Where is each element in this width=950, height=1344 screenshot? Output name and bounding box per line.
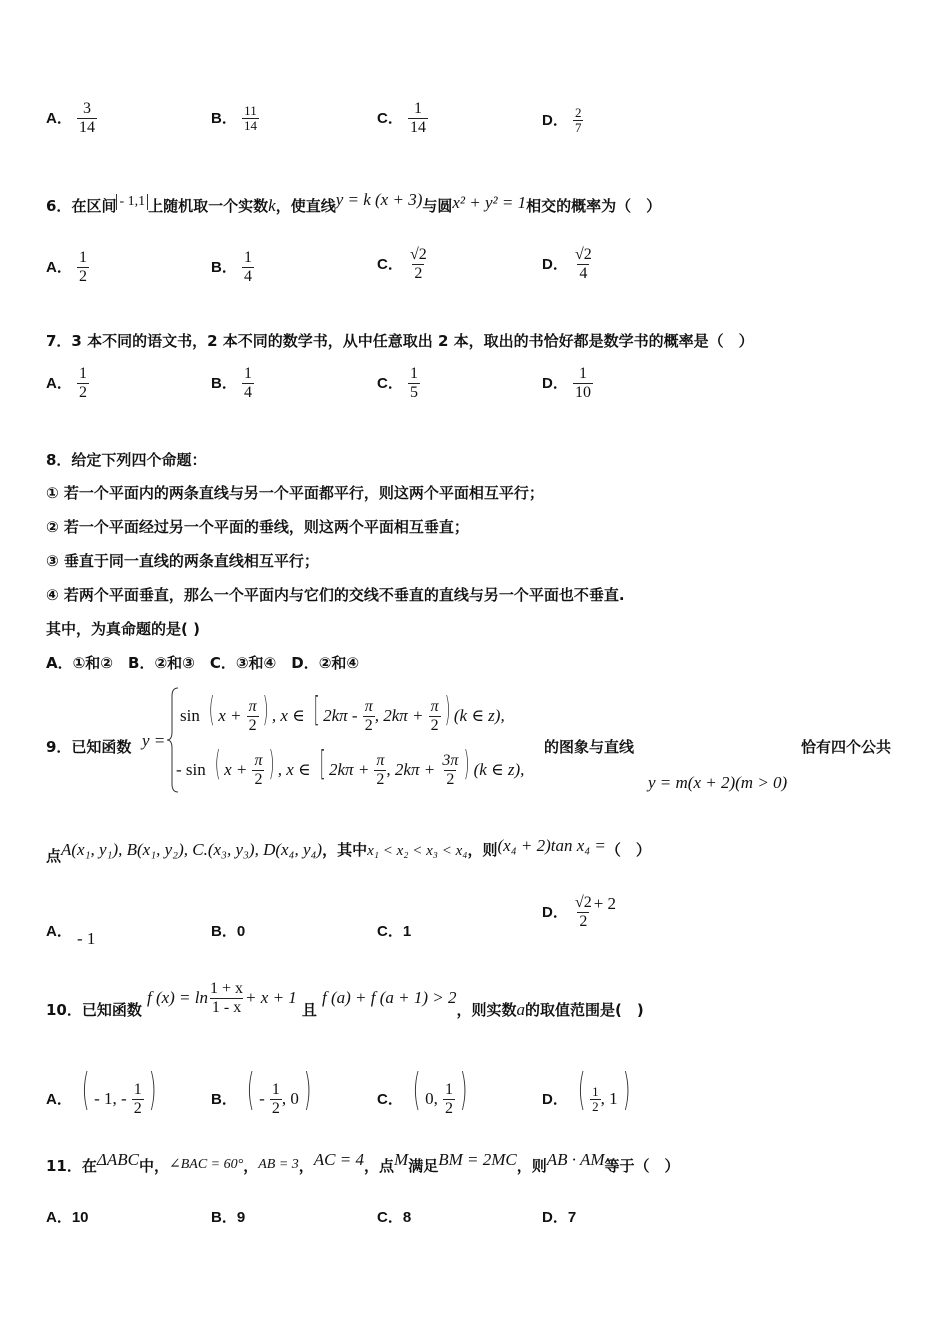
q11-option-d[interactable]: D．7 (542, 1209, 577, 1226)
q11-stem: 11．在ΔABC中，∠BAC = 60°，AB = 3，AC = 4，点M满足BM = 2MC，则AB · AM等于（ ） (46, 1150, 680, 1175)
q8-proposition-3: ③ 垂直于同一直线的两条直线相互平行； (46, 552, 319, 570)
q11-option-c[interactable]: C．8 (377, 1209, 412, 1226)
q9-option-b[interactable]: B．0 (211, 923, 246, 940)
q7-option-c[interactable]: C． $\frac{1}{5}$ (377, 365, 418, 401)
q8-proposition-1: ① 若一个平面内的两条直线与另一个平面都平行，则这两个平面相互平行； (46, 484, 544, 502)
q9-option-d[interactable]: D． $\frac{√2}{2}$ + 2 (542, 894, 617, 930)
q7-option-d[interactable]: D． $\frac{1}{10}$ (542, 365, 591, 401)
q9-option-c[interactable]: C．1 (377, 923, 412, 940)
q6-stem: 6．在区间 - 1,1 上随机取一个实数k，使直线y = k (x + 3)与圆x² + y² = 1相交的概率为（ ） (46, 190, 662, 215)
q10-option-c[interactable]: C． ( 0, $\frac{1}{2}$ ) (377, 1064, 468, 1117)
q7-option-b[interactable]: B． $\frac{1}{4}$ (211, 365, 252, 401)
q9-case-2: - sin ( x + $\frac{\pi}{2}$ ) , x ∈ [ 2kπ + $\frac{\pi}{2}$ , 2kπ + $\frac{3\pi}{2}$ ) (k ∈ z), (176, 744, 525, 788)
q9-stem-start: 9．已知函数 (46, 738, 132, 756)
q9-case-1: sin ( x + $\frac{\pi}{2}$ ) , x ∈ [ 2kπ - $\frac{\pi}{2}$ , 2kπ + $\frac{\pi}{2}$ ) (k ∈ z), (180, 690, 505, 734)
q11-option-b[interactable]: B．9 (211, 1209, 246, 1226)
q6-option-d[interactable]: D． $\frac{√2}{4}$ (542, 246, 592, 282)
q10-option-b[interactable]: B． ( - $\frac{1}{2}$ , 0 ) (211, 1064, 312, 1117)
q6-option-b[interactable]: B． $\frac{1}{4}$ (211, 249, 252, 285)
q9-line-eq: y = m(x + 2)(m > 0) (648, 773, 788, 792)
q9-stem-line2: 点A(x₁, y₁), B(x₁, y₂), C.(x₃, y₃), D(x₄, y₄)，其中x₁ < x₂ < x₃ < x₄，则(x₄ + 2)tan x₄ =（ ） (46, 836, 651, 865)
q10-option-d[interactable]: D． ( $\frac{1}{2}$ , 1 ) (542, 1064, 631, 1115)
q9-stem-mid: 的图象与直线 (544, 738, 635, 756)
q7-stem: 7．3 本不同的语文书，2 本不同的数学书，从中任意取出 2 本，取出的书恰好都是数学书的概率是（ ） (46, 332, 754, 350)
q7-option-a[interactable]: A． $\frac{1}{2}$ (46, 365, 87, 401)
q6-option-a[interactable]: A． $\frac{1}{2}$ (46, 249, 87, 285)
q5-option-c[interactable]: C． $\frac{1}{14}$ (377, 100, 426, 136)
q9-stem-end: 恰有四个公共 (801, 738, 892, 756)
q8-stem: 8．给定下列四个命题： (46, 451, 207, 469)
q8-question: 其中，为真命题的是( ) (46, 620, 200, 638)
q8-options[interactable]: A．①和② B．②和③ C．③和④ D．②和④ (46, 654, 360, 672)
q8-proposition-4: ④ 若两个平面垂直，那么一个平面内与它们的交线不垂直的直线与另一个平面也不垂直. (46, 586, 625, 604)
q8-proposition-2: ② 若一个平面经过另一个平面的垂线，则这两个平面相互垂直； (46, 518, 469, 536)
q5-option-a[interactable]: A． $\frac{3}{14}$ (46, 100, 95, 136)
q11-option-a[interactable]: A．10 (46, 1209, 89, 1226)
q9-option-a[interactable]: A． - 1 (46, 923, 96, 948)
q9-y-equals: y = (142, 731, 166, 750)
q5-option-d[interactable]: D． $\frac{2}{7}$ (542, 105, 582, 135)
q10-stem: 10．已知函数 f (x) = ln $\frac{1 + x}{1 - x}$ + x + 1 且 f (a) + f (a + 1) > 2，则实数a的取值范围是( ) (46, 980, 644, 1019)
q6-option-c[interactable]: C． $\frac{√2}{2}$ (377, 246, 427, 282)
q10-option-a[interactable]: A． ( - 1, - $\frac{1}{2}$ ) (46, 1064, 157, 1117)
q5-option-b[interactable]: B． $\frac{11}{14}$ (211, 103, 257, 133)
